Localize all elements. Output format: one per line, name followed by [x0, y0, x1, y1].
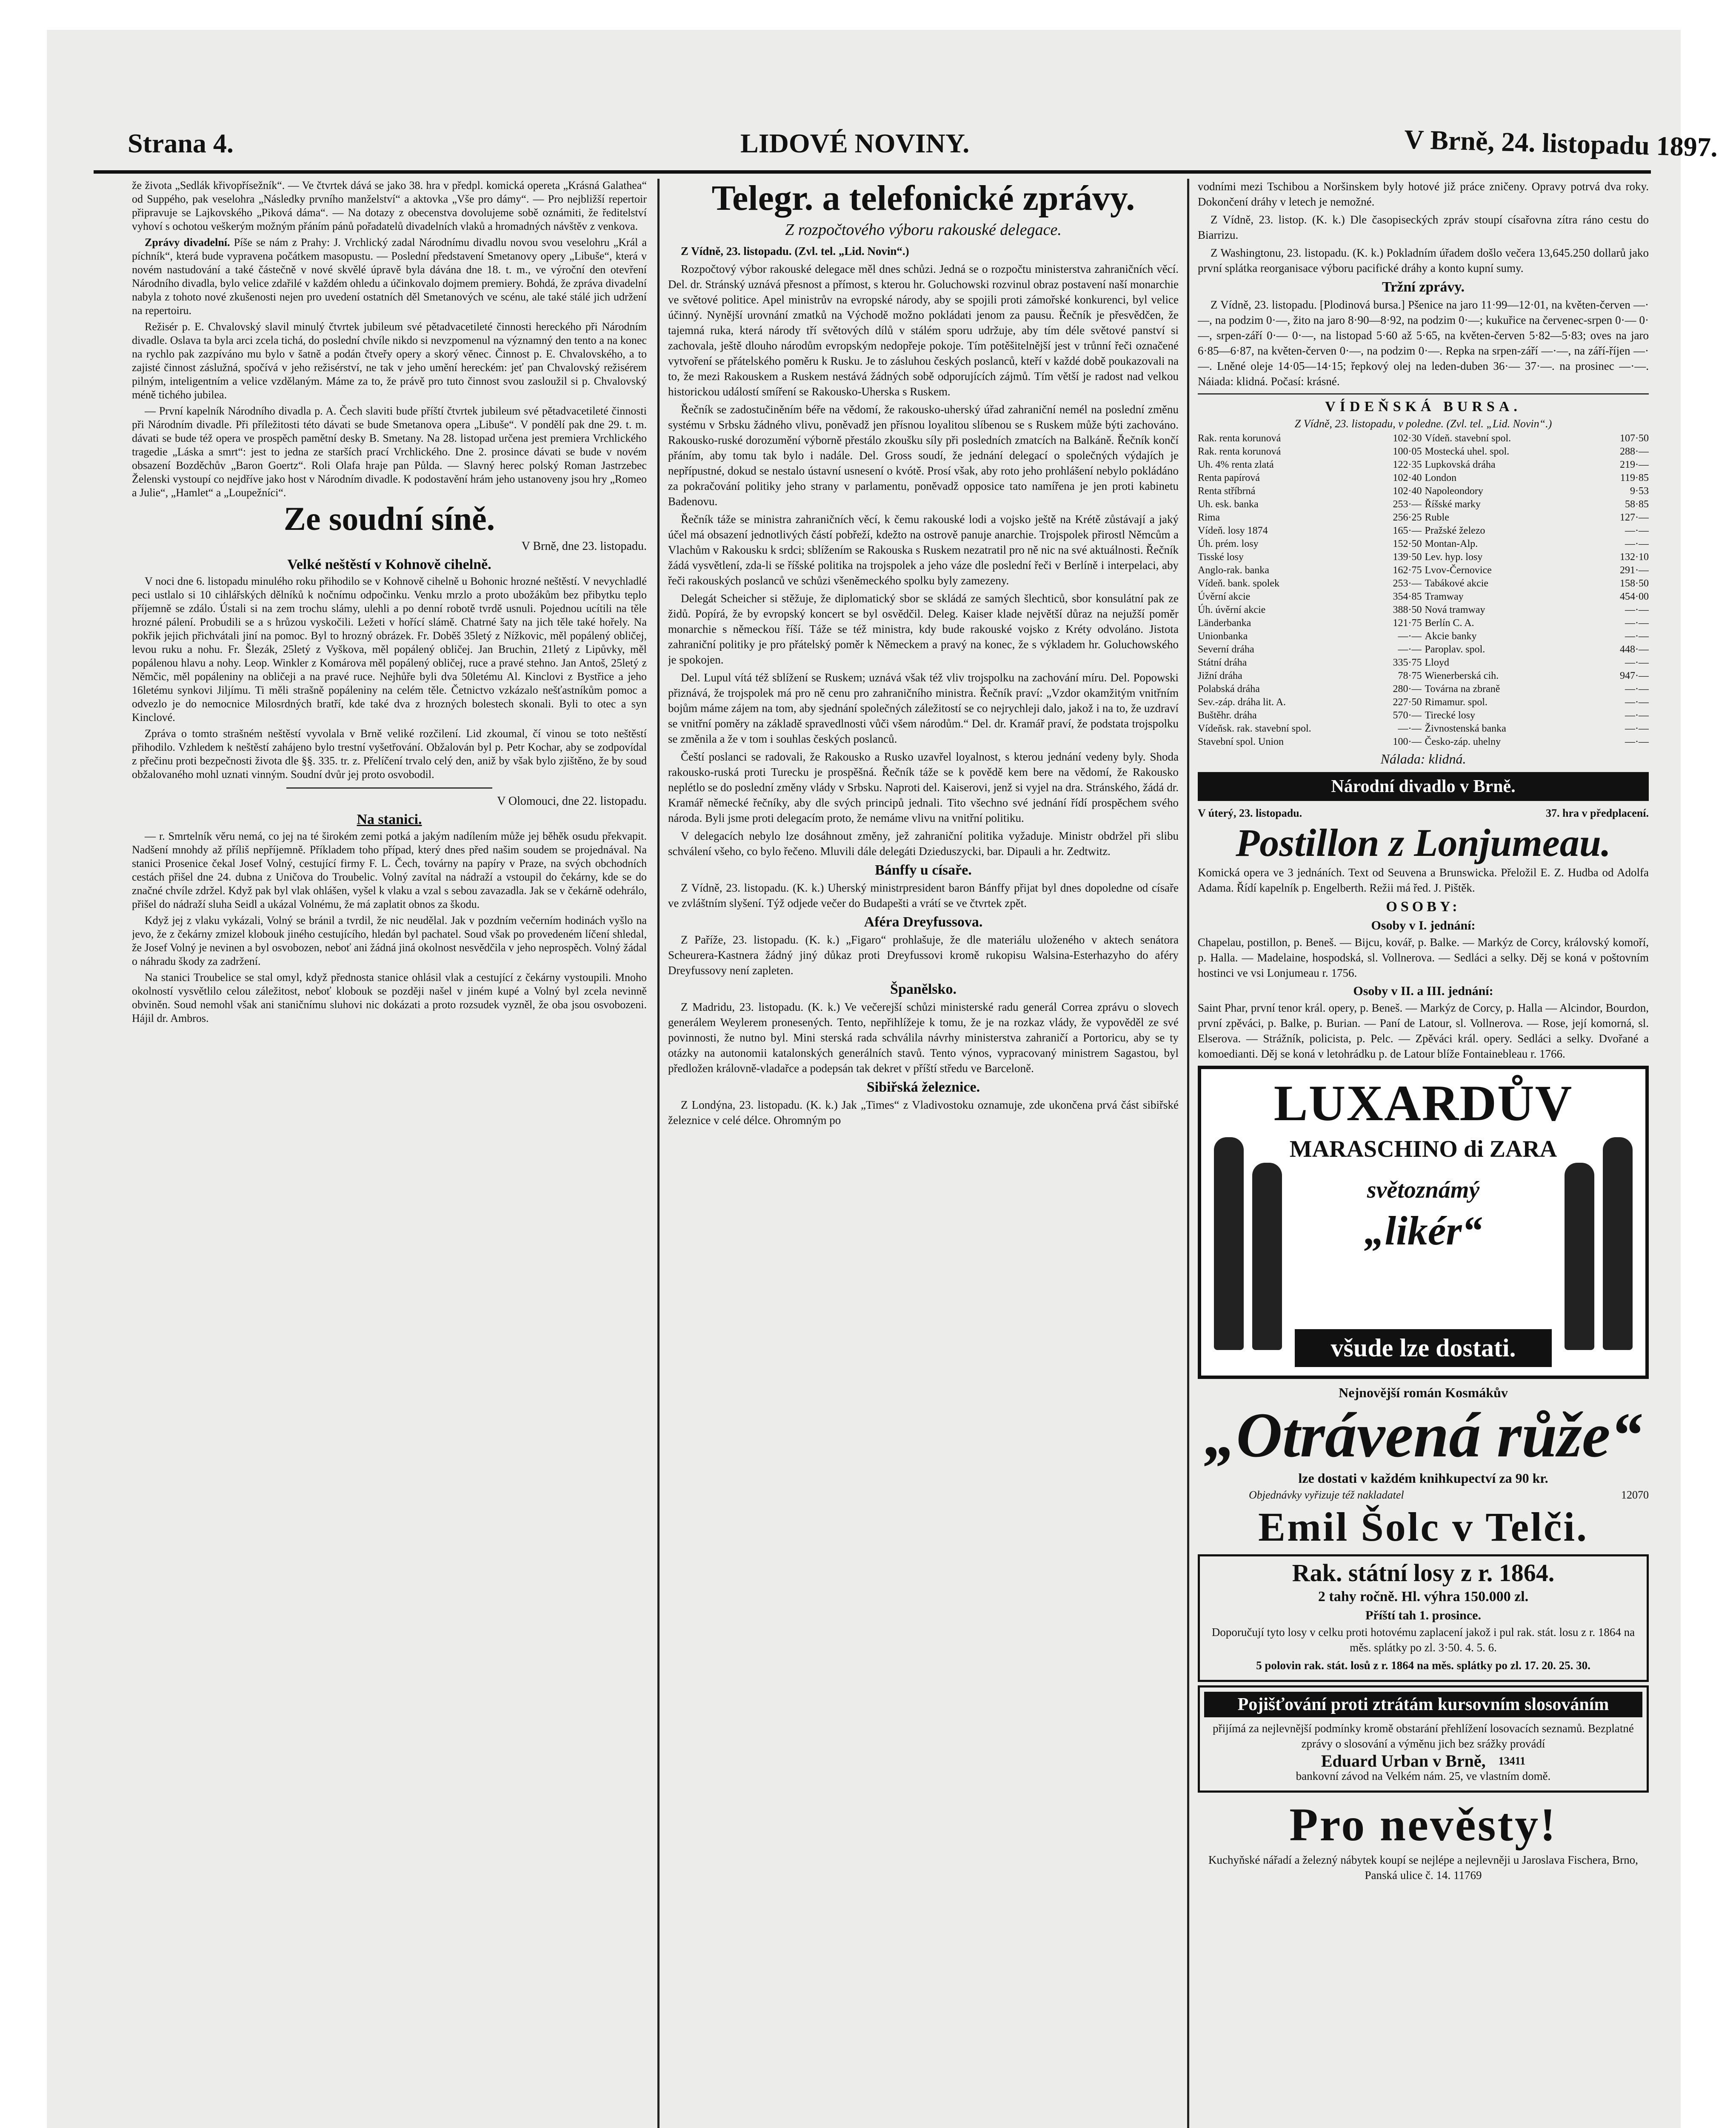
kosmak-num: 12070 [1621, 1489, 1649, 1501]
court-article: V noci dne 6. listopadu minulého roku přihodilo se v Kohnově cihelně u Bohonic hrozné neštěstí. V nevychladlé peci ustlalo si 10 cihlářských dělníků k nočnímu odpočinku. Venku mrzlo a proto ubožákům bez přibytku teplo příjemně se zdálo. Ústali si na zem trochu slámy, ulehli a po denní robotě tvrdě usnuli. Pojednou ucítili na těle hrozné pálení. Probudili se a s hrůzou vyskočili. Ležeti v hořící slámě. Chatrné šaty na jich těle také hořely. Na pokřik jejich přichvátali jiní na pomoc. Byl to hrozný obrázek. Fr. Doběš 35letý z Nížkovic, měl popálený obličej, levou ruku a nohu. Fr. Šlezák, 25letý z Vyškova, měl popálený obličej. Jan Bruchin, 21letý z Lipůvky, měl popálenou hlavu a nohy. Leop. Winkler z Komárova měl popálený obličej, ruce a pravé stehno. Jan Antoš, 25letý z Němčic, měl popáleniny na obličeji a na pravé ruce. Nejhůře byli dva 50letému Al. Kinclovi z Bystřice a jeho 16letému synkovi Jiljímu. Ti měli strašně popáleniny na celém těle. Četnictvo vzkázalo nešťastníkům pomoc a odvezlo je do nemocnice Milosrdných bratří, kde také dva z hrozných bolestech skonali. Byli to otec a syn Kinclové. [132, 575, 647, 724]
bourse-name: Montan-Alp. [1425, 538, 1478, 549]
bourse-name: Rak. renta korunová [1198, 446, 1281, 457]
bourse-name: Akcie banky [1425, 631, 1477, 642]
pojisteni-num: 13411 [1498, 1755, 1526, 1767]
telegraph-p5: Del. Lupul vítá též sblížení se Ruskem; uznává však též vliv trojspolku na zachování míru. Del. Popowski přiznává, že trojspolek má pro ně cenu pro zahraničního ministra. Řečník praví: „Vzdor okamžitým vnitřním bojům máme zájem na tom, aby sjednání společných záležitostí se co nejrychleji dalo, jakož i na to, že uzdraví se vnitřní poměry na základě spravedlnosti vůči všem národům.“ Del. dr. Kramář praví, že podstata trojspolku se změnila a že v tom i souhlas českých poslanců. [668, 671, 1179, 745]
rak-title: Rak. státní losy z r. 1864. [1292, 1559, 1555, 1587]
olomouc-dateline: V Olomouci, dne 22. listopadu. [497, 795, 647, 808]
bourse-value: —·— [1625, 618, 1649, 629]
kosmak-order-row [1198, 1488, 1649, 1502]
bourse-name: Vídeň. stavební spol. [1425, 433, 1511, 444]
column-right [1198, 179, 1649, 2128]
bourse-name: Länderbanka [1198, 618, 1251, 629]
place-date: V Brně, 24. listopadu 1897. [1404, 124, 1718, 163]
olomouc-article-3: Na stanici Troubelice se stal omyl, když přednosta stanice ohlásil vlak a cestující z čekárny vystoupili. Mnoho okolností vysvětlilo celou záležitost, neboť klobouk se později našel v jiném kupé a Volný byl zcela nevinně obviněn. Soud nemohl však ani staničnímu sluhovi nic dokázati a proto rozsudek vyzněl, že oba jsou osvobozeni. Hájil dr. Ambros. [132, 971, 647, 1024]
bourse-row [1198, 696, 1649, 709]
bourse-name: Česko-záp. uhelny [1425, 736, 1501, 747]
bourse-subtitle: Z Vídně, 23. listopadu, v poledne. (Zvl. tel. „Lid. Novin“.) [1294, 418, 1552, 430]
pojisteni-name: Eduard Urban v Brně, [1321, 1751, 1486, 1770]
olomouc-article-2: Když jej z vlaku vykázali, Volný se bránil a tvrdil, že nic neudělal. Jak v pozdním večerním hodinách vyšlo na jevo, že z čekárny zmizel klobouk jiného cestujícího, hledán byl pachatel. Soud však po provedeném líčení shledal, že Josef Volný je nevinen a byl osvobozen, neboť ani žádná jiná okolnost nesvědčila v jeho neprospěch. Volný žádal o náhradu škody za zadržení. [132, 914, 647, 967]
spain-text: Z Madridu, 23. listopadu. (K. k.) Ve večerejší schůzi ministerské radu generál Correa zprávu o slovech generálem Weylerem pronesených. Tento, nepřihlížeje k tomu, že je na rozkaz vlády, že vypověděl ze své povinnosti, že nutno byl. Mini sterská rada schválila návrhy ministerstva zahraničí a Portoricu, aby se ty otázky na autonomii katalonských generálních stavů. Tento výnos, vypracovaný ministrem Sagastou, byl předložen královně-vladařce a podepsán tak dekret v příští středu ve Barceloně. [668, 1001, 1179, 1075]
bottle-icon [1603, 1137, 1633, 1350]
luxardo-ad [1198, 1066, 1649, 1379]
bourse-row [1198, 458, 1649, 472]
bourse-value: 102·30 [1393, 433, 1422, 444]
theatre-news-text: Píše se nám z Prahy: J. Vrchlický zadal Národnímu divadlu novou svou veselohru „Král a píchník“, která bude vypravena počátkem masopustu. — Poslední představení Smetanovy opery „Libuše“, která v novém nastudování a také částečně v nové skvělé úpravě byla dávána dne 18. t. m., ve výroční den otevření Národního divadla, bylo velice zdařilé v každém ohledu a účinkovalo dojmem premiery. Bohdá, že zpráva divadelní nabyla z tohoto nové zkušenosti nejen pro uvedení ostatních děl Smetanových ve scénu, ale také stálé jich udržení na repertoiru. [132, 236, 647, 317]
bourse-row [1198, 538, 1649, 551]
bourse-name: Vídeň. losy 1874 [1198, 525, 1268, 536]
bourse-row [1198, 551, 1649, 564]
telegraph-p2: Řečník se zadostučiněním béře na vědomí, že rakousko-uherský úřad zahraniční nemél na poslední změnu systému v Srbsku žádného vlivu, poněvadž jen přísnou loyalitou slíbenou se s Ruskem může býti zachováno. Rakousko-ruské dorozumění výborně přestálo zkoušku síly při posledních zmatcích na Balkáně. Řečník končí přáním, aby tomu tak bylo i nadále. Del. Gross soudí, že jednání delegací o společných výdajích je nepřípustné, dokud se nestalo ústavní usnesení o kvótě. Prosí však, aby roto jeho prohlášení nebylo pokládáno za pokračování politiky jeho strany v parlamentu, poněvadž opposice tato namířena je jen proti kabinetu Badenovu. [668, 403, 1179, 508]
telegraph-p4: Delegát Scheicher si stěžuje, že diplomatický sbor se skládá ze samých šlechticů, sbor konsulátní pak ze židů. Popírá, že by evropský koncert se byl osvědčil. Deleg. Kaiser klade největší důraz na nejužší poměr monarchie s německou říší. Táže se též ministra, kdy bude rakouské vojsko z Kréty odvoláno. Jistota zahraniční politiky je pro přátelský poměr k Německem a pravý na konec, že s výkladem hr. Goluchowského je spokojen. [668, 592, 1179, 666]
siberia-title: Sibiřská železnice. [866, 1079, 980, 1095]
market-text: Z Vídně, 23. listopadu. [Plodinová bursa.] Pšenice na jaro 11·99—12·01, na květen-červen —·—, na podzim 0·—, žito na jaro 8·90—8·92, na podzim 0·—; kukuřice na červenec-srpen 0·— 0·—, srpen-září 0·— 0·—, na listopad 5·60 až 5·65, na květen-červen 5·82—5·83; oves na jaro 6·85—6·87, na květen-červen 0·—, na podzim 0·—. Repka na srpen-září —·—, na září-říjen —·—. Lněné oleje 14·05—14·15; řepkový olej na leden-duben 36·— 37·—. na prosinec —·—. Náiada: klidná. Počasí: krásné. [1198, 298, 1649, 388]
bourse-value: —·— [1625, 697, 1649, 708]
bourse-value: 102·40 [1393, 472, 1422, 483]
telegraph-heading: Telegr. a telefonické zprávy. [711, 179, 1135, 218]
rak-line4: 5 polovin rak. stát. losů z r. 1864 na měs. splátky po zl. 17. 20. 25. 30. [1256, 1659, 1590, 1672]
luxardo-product: MARASCHINO di ZARA [1289, 1136, 1557, 1162]
newspaper-title: LIDOVÉ NOVINY. [740, 128, 970, 158]
bourse-value: 102·40 [1393, 486, 1422, 497]
bourse-name: Mostecká uhel. spol. [1425, 446, 1510, 457]
theatre-date-row [1198, 806, 1649, 821]
bourse-name: Berlín C. A. [1425, 618, 1474, 629]
rak-line2: Příští tah 1. prosince. [1365, 1608, 1481, 1622]
telegraph-subtitle: Z rozpočtového výboru rakouské delegace. [785, 221, 1062, 239]
bourse-value: 253·— [1393, 578, 1422, 589]
rak-line1: 2 tahy ročně. Hl. výhra 150.000 zl. [1318, 1589, 1529, 1605]
bourse-name: Wienerberská cih. [1425, 670, 1499, 681]
bourse-value: —·— [1625, 723, 1649, 734]
bourse-value: —·— [1625, 710, 1649, 721]
bourse-row [1198, 511, 1649, 524]
bourse-name: London [1425, 472, 1457, 483]
luxardo-bottom: všude lze dostati. [1295, 1329, 1552, 1367]
kosmak-line: Nejnovější román Kosmákův [1339, 1385, 1508, 1400]
bourse-name: Úh. prém. losy [1198, 538, 1259, 549]
bourse-row [1198, 524, 1649, 538]
kosmak-orders: Objednávky vyřizuje též nakladatel [1249, 1489, 1404, 1501]
bourse-value: —·— [1398, 723, 1422, 734]
bourse-row [1198, 485, 1649, 498]
bourse-value: —·— [1625, 525, 1649, 536]
bourse-name: Polabská dráha [1198, 684, 1260, 695]
bourse-title: VÍDEŇSKÁ BURSA. [1325, 399, 1522, 415]
court-divider [286, 787, 492, 789]
bourse-name: Ruble [1425, 512, 1449, 523]
bourse-row [1198, 604, 1649, 617]
court-subtitle: Velké neštěstí v Kohnově cihelně. [287, 557, 491, 572]
bourse-name: Úh. úvěrní akcie [1198, 604, 1266, 615]
emil-solc: Emil Šolc v Telči. [1258, 1504, 1589, 1550]
bourse-value: 280·— [1393, 684, 1422, 695]
rak-lottery-ad [1198, 1554, 1649, 1682]
header-rule [94, 170, 1651, 174]
osoby-heading: OSOBY: [1386, 899, 1461, 915]
spain-title: Španělsko. [890, 981, 957, 997]
short-telegram-1: Z Vídně, 23. listop. (K. k.) Dle časopiseckých zpráv stoupí císařovna zítra ráno cestu do Biarrizu. [1198, 213, 1649, 241]
kosmak-title: „Otrávená růže“ [1204, 1400, 1642, 1470]
dreyfus-text: Z Paříže, 23. listopadu. (K. k.) „Figaro“ prohlašuje, že dle materiálu uloženého v aktech senátora Scheurera-Kastnera žádný jiný důkaz proti Dreyfussovi kromě rukopisu Walsina-Esterhazyho do aféry Dreyfussovy není zapleten. [668, 933, 1179, 977]
bourse-value: 162·75 [1393, 565, 1422, 576]
theatre-notice: že života „Sedlák křivopřísežník“. — Ve čtvrtek dává se jako 38. hra v předpl. komická opereta „Krásná Galathea“ od Suppého, pak veselohra „Následky prvního manželství“ a aktovka „Vše pro dámy“. — Pro nejbližší repertoir připravuje se Lajkovského „Piková dáma“. — Na dotazy z obecenstva dovolujeme sobě oznámiti, že ředitelství vyhoví s ochotou veškerým možným přáním pánů pořadatelů divadelních vlaků a hromadných návštěv z venkova. [132, 179, 647, 232]
bourse-value: —·— [1398, 644, 1422, 655]
bourse-value: 9·53 [1630, 486, 1649, 497]
bourse-name: Tabákové akcie [1425, 578, 1489, 589]
rak-line3: Doporučují tyto losy v celku proti hotovému zaplacení jakož i pul rak. stát. losu z r. 1864 na měs. splátky po zl. 3·50. 4. 5. 6. [1211, 1626, 1635, 1654]
bourse-row [1198, 735, 1649, 749]
bourse-value: 127·— [1619, 512, 1649, 523]
column-rule-2 [1187, 179, 1189, 2128]
bourse-name: Státní dráha [1198, 657, 1247, 668]
bourse-row [1198, 630, 1649, 643]
telegraph-p1: Rozpočtový výbor rakouské delegace měl dnes schůzi. Jedná se o rozpočtu ministerstva zahraničních věcí. Del. dr. Stránský uznává přesnost a přímost, s kterou hr. Goluchowski rozvinul obraz postavení naší monarchie ve světové politice. Apel ministrův na evropské národy, aby se spojili proti zámořské konkurenci, byl velice účinný. Nynější urovnání zmatků na Východě možno pokládati jenom za pausu. Řečník je přesvědčen, že tajemná ruka, která národy tří světových dílů v stálém sporu udržuje, aby tím déle světové panství si zachovala, ještě dlouho národům evropským nedopřeje pokoje. Tím potěšitelnější jest v trůnní řeči označené vytvoření se přátelského poměru k Rusku. Je to zásluhou českých poslanců, kteří v každé době poukazovali na to, že mezi Rakouskem a Ruskem nestává žádných sobě odporujících zájmů. Tím větší je radost nad velkou historickou událostí smíření se Rakousko-Uherska s Ruskem. [668, 263, 1179, 398]
bourse-name: Jižní dráha [1198, 670, 1242, 681]
bourse-row [1198, 577, 1649, 590]
pojisteni-text: přijímá za nejlevnější podmínky kromě obstarání přehlížení losovacích seznamů. Bezplatné zprávy o slosování a výměnu jich bez srážky provádí [1213, 1722, 1634, 1750]
bourse-value: —·— [1625, 538, 1649, 549]
bourse-name: Tramway [1425, 591, 1464, 602]
bourse-name: Severní dráha [1198, 644, 1254, 655]
bourse-name: Úvěrní akcie [1198, 591, 1251, 602]
bourse-value: 152·50 [1393, 538, 1422, 549]
bourse-value: 253·— [1393, 499, 1422, 510]
bourse-row [1198, 445, 1649, 458]
bourse-row [1198, 669, 1649, 683]
bourse-row [1198, 472, 1649, 485]
bourse-name: Vídeň. bank. spolek [1198, 578, 1279, 589]
kapelnik-jubilee: — První kapelník Národního divadla p. A. Čech slaviti bude příští čtvrtek jubileum své pětadvacetileté činnosti při Národním divadle. Při příležitosti této dávati se bude Smetanova opera „Libuše“. V pondělí pak dne 29. t. m. dávati se bude též opera ve prospěch pamětní desky B. Smetany. Na 28. listopad určena jest premiera Vrchlického tragedie „Láska a smrt“: jest to jedna ze starších prací Vrchlického. Dne 2. prosince dávati se bude v novém obsazení Bozděchův „Baron Goertz“. Roli Olafa hraje pan Půlda. — Slavný herec polský Roman Jastrzebec Želenski vystoupí co nejdříve jako host v Národním divadle. K podostavění hrám jeho ustanoveny jsou hry „Romeo a Julie“, „Hamlet“ a „Loupežníci“. [132, 405, 647, 499]
page-number: Strana 4. [128, 128, 234, 158]
telegraph-p7: V delegacích nebylo lze dosáhnout změny, jež zahraniční politika vyžaduje. Ministr obdržel při slibu schválení všeho, co bylo řečeno. Mluvili dále delegáti Dzieduszycki, bar. Dipauli a hr. Zedtwitz. [668, 829, 1179, 858]
court-dateline: V Brně, dne 23. listopadu. [521, 540, 647, 553]
bourse-name: Rimamur. spol. [1425, 697, 1488, 708]
osoby-act1: Osoby v I. jednání: [1371, 918, 1476, 932]
bourse-row [1198, 643, 1649, 656]
bourse-name: Napoleondory [1425, 486, 1483, 497]
pojisteni-addr: bankovní závod na Velkém nám. 25, ve vlastním domě. [1296, 1770, 1551, 1782]
pojisteni-title: Pojišťování proti ztrátám kursovním slosováním [1204, 1692, 1642, 1717]
bourse-name: Renta papírová [1198, 472, 1260, 483]
dateline-vienna: Z Vídně, 23. listopadu. (Zvl. tel. „Lid. Novin“.) [681, 245, 909, 257]
bourse-name: Buštěhr. dráha [1198, 710, 1257, 721]
bourse-name: Lupkovská dráha [1425, 459, 1496, 470]
court-heading: Ze soudní síně. [283, 500, 495, 537]
bourse-name: Tisské losy [1198, 552, 1244, 563]
bourse-value: 227·50 [1393, 697, 1422, 708]
bourse-value: —·— [1625, 736, 1649, 747]
bourse-name: Vídeňsk. rak. stavební spol. [1198, 723, 1311, 734]
bourse-table [1198, 432, 1649, 749]
banffy-text: Z Vídně, 23. listopadu. (K. k.) Uherský ministrpresident baron Bánffy přijat byl dnes dopoledne od císaře ve zvláštním slyšení. Týž odjede večer do Budapešti a vrátí se ve čtvrtek zpět. [668, 881, 1179, 910]
bourse-value: 947·— [1619, 670, 1649, 681]
luxardo-svetoznamy: světoznámý [1367, 1177, 1480, 1203]
column-middle [668, 179, 1179, 2128]
bourse-value: 100·05 [1393, 446, 1422, 457]
bourse-name: Lvov-Černovice [1425, 565, 1492, 576]
bourse-name: Nová tramway [1425, 604, 1485, 615]
luxardo-liker: „likér“ [1364, 1208, 1482, 1253]
bourse-name: Sev.-záp. dráha lit. A. [1198, 697, 1286, 708]
bourse-name: Renta stříbrná [1198, 486, 1256, 497]
dreyfus-title: Aféra Dreyfussova. [864, 914, 983, 930]
bourse-row [1198, 432, 1649, 445]
bourse-value: 448·— [1619, 644, 1649, 655]
bottle-icon [1252, 1163, 1282, 1350]
bourse-name: Uh. 4% renta zlatá [1198, 459, 1274, 470]
bourse-value: 132·10 [1619, 552, 1649, 563]
bourse-row [1198, 590, 1649, 604]
column-rule-1 [657, 179, 660, 2128]
theatre-news [132, 236, 647, 317]
pojisteni-ad [1198, 1685, 1649, 1793]
olomouc-article-1: — r. Smrtelník věru nemá, co jej na té širokém zemi potká a jakým nadílením může jej běhěk osudu překvapit. Nadšení mnohdy až příliš nepříjemně. Příkladem toho případ, který dnes před našim soudem se projednával. Na stanici Prosenice čekal Josef Volný, cestující firmy F. L. Čech, továrny na papíry v Praze, na svých obchodních cestách přišel dne 24. dubna z Uničova do Troubelic. Volný zavítal na nádraží a vstoupil do čekárny, kde se do značné chvíle zdržel. Když pak byl vlak ohlášen, vyšel k vlaku a vzal s sebou zavazadla. Jak se v čekárně odehrálo, přišel do nádraží sluha Seidl a ukázal Volnému, že má zaplatit obnos za škodu. [132, 830, 647, 910]
column-left [132, 179, 647, 2128]
court-article-2: Zpráva o tomto strašném neštěstí vyvolala v Brně veliké rozčilení. Lid zkoumal, čí vinou se toto neštěstí přihodilo. Vzhledem k neštěstí zahájeno bylo trestní vyšetřování. Obžalován byl p. Petr Kochar, aby se zodpovídal z přečinu proti bezpečnosti života dle §§. 335. tr. z. Přelíčení trvalo celý den, aniž by však bylo zjištěno, že by soud obžalovaného mohl uznati vinným. Soudní dvůr jej proto osvobodil. [132, 727, 647, 781]
bourse-name: Rak. renta korunová [1198, 433, 1281, 444]
director-jubilee: Režisér p. E. Chvalovský slavil minulý čtvrtek jubileum své pětadvacetileté činnosti hereckého při Národním divadle. Oslava ta byla arci zcela tichá, do poslední chvíle nikdo si nevzpomenul na významný den tento a na konec na rychlo pak zazpíváno mu bylo v šatně a podán čtveřy opery a skorý věnec. Činnost p. E. Chvalovského, a to zajisté činnost záslužná, spočívá v jeho režisérství, ne tak v jeho umění hereckém: jeť pan Chvalovský režisérem pilným, inteligentním a velice vzdělaným. Máme za to, že právě pro tuto činnost svou zasloužil si p. Chvalovský méně tichého jubilea. [132, 320, 647, 401]
banffy-title: Bánffy u císaře. [875, 862, 972, 878]
bourse-rule [1198, 393, 1649, 395]
bourse-value: 288·— [1619, 446, 1649, 457]
bourse-name: Rima [1198, 512, 1220, 523]
siberia-text: Z Londýna, 23. listopadu. (K. k.) Jak „Times“ z Vladivostoku oznamuje, zde ukončena prvá část sibiřské železnice v celé délce. Ohromným po [668, 1098, 1179, 1127]
telegraph-p6: Čeští poslanci se radovali, že Rakousko a Rusko uzavřel loyalnost, s kterou jednání vedeny byly. Shoda rakousko-ruská proti Turecku je prospěšná. Řečník táže se k povědě kem bere na vědomí, že Rakousko neplétlo se do poslední změny vlády v Srbsku. Naproti del. Kaiserovi, jenž si vyjel na dra. Stránského, žádá dr. Kramář německé řečníky, aby dle svých principů jednali. Tito všechno své jednání řídí prospěchem svého národa. Byli jsme proti delegacím proto, že nemáme vlivu na vnitřní politiku. [668, 750, 1179, 824]
bourse-value: 219·— [1619, 459, 1649, 470]
bourse-value: 121·75 [1393, 618, 1422, 629]
bourse-name: Anglo-rak. banka [1198, 565, 1269, 576]
bourse-value: 388·50 [1393, 604, 1422, 615]
osoby-act23: Osoby v II. a III. jednání: [1353, 984, 1493, 998]
bourse-value: 165·— [1393, 525, 1422, 536]
bottle-icon [1565, 1163, 1594, 1350]
pro-nevesty-text: Kuchyňské nářadí a železný nábytek koupí se nejlépe a nejlevněji u Jaroslava Fischera, Brno, Panská ulice č. 14. 11769 [1208, 1853, 1638, 1882]
bourse-row [1198, 722, 1649, 735]
bourse-row [1198, 617, 1649, 630]
pojisteni-name-row [1204, 1751, 1642, 1770]
bourse-value: —·— [1398, 631, 1422, 642]
theatre-news-title: Zprávy divadelní. [145, 236, 230, 249]
luxardo-name: LUXARDŮV [1273, 1075, 1573, 1131]
bourse-row [1198, 564, 1649, 577]
bourse-name: Tirecké losy [1425, 710, 1475, 721]
bourse-value: 119·85 [1620, 472, 1649, 483]
bourse-value: —·— [1625, 684, 1649, 695]
bourse-mood: Nálada: klidná. [1380, 751, 1466, 767]
bourse-value: 107·50 [1619, 433, 1649, 444]
theatre-strip: Národní divadlo v Brně. [1198, 772, 1649, 801]
bourse-name: Továrna na zbraně [1425, 684, 1500, 695]
opera-info: Komická opera ve 3 jednáních. Text od Seuvena a Brunswicka. Přeložil E. Z. Hudba od Adolfa Adama. Řídí kapelník p. Engelberth. Režii má řed. J. Pištěk. [1198, 866, 1649, 894]
theatre-date: V úterý, 23. listopadu. [1198, 807, 1302, 819]
railway-note: vodními mezi Tschibou a Noršinskem byly hotové již práce zničeny. Opravy potrvá dva roky. Dokončení dráhy v letech je nemožné. [1198, 180, 1649, 208]
opera-title: Postillon z Lonjumeau. [1236, 821, 1611, 864]
bourse-row [1198, 683, 1649, 696]
bourse-name: Pražské železo [1425, 525, 1485, 536]
bourse-name: Paroplav. spol. [1425, 644, 1485, 655]
bourse-name: Stavební spol. Union [1198, 736, 1284, 747]
bottle-icon [1214, 1137, 1244, 1350]
telegraph-dateline [668, 243, 1179, 259]
bourse-value: 354·85 [1393, 591, 1422, 602]
bourse-row [1198, 498, 1649, 511]
bourse-value: 454·00 [1619, 591, 1649, 602]
bourse-name: Lloyd [1425, 657, 1449, 668]
telegraph-p3: Řečník táže se ministra zahraničních věcí, k čemu rakouské lodi a vojsko ještě na Krétě zůstávají a jaký účel má obsazení jednotlivých částí pobřeží, kdežto na ostrově panuje anarchie. Trojspolek přirostl Němcům a Vlachům v Rakousku k srdci; sblížením se Rakouska s Ruskem nezatratil pro ně nic na své aktuálnosti. Řečník žádá vysvětlení, zda-li se říšské politika na trojspolek a jeho váze dle poslední řeči v Berlíně i interpelaci, aby řeči rakouských poslanců ve schůzi všeněmeckého spolku byly zamezeny. [668, 513, 1179, 587]
bourse-value: —·— [1625, 604, 1649, 615]
theatre-hra: 37. hra v předplacení. [1546, 807, 1649, 819]
bourse-value: 335·75 [1393, 657, 1422, 668]
bourse-name: Unionbanka [1198, 631, 1248, 642]
short-telegram-2: Z Washingtonu, 23. listopadu. (K. k.) Pokladním úřadem došlo večera 13,645.250 dollarů jako první splátka reorganisace výboru pacifické dráhy a konto kupní sumy. [1198, 246, 1649, 275]
bourse-value: 570·— [1393, 710, 1422, 721]
bourse-value: —·— [1625, 631, 1649, 642]
osoby-act1-text: Chapelau, postillon, p. Beneš. — Bijcu, kovář, p. Balke. — Markýz de Corcy, královský komoří, p. Halla. — Madelaine, hospodská, sl. Vollnerova. — Sedláci a selky. Děj se koná v poštovním hostinci ve vsi Lonjumeau r. 1756. [1198, 936, 1649, 979]
bourse-value: 122·35 [1393, 459, 1422, 470]
osoby-act23-text: Saint Phar, první tenor král. opery, p. Beneš. — Markýz de Corcy, p. Halla — Alcindor, Bourdon, první zpěváci, p. Balke, p. Burian. — Paní de Latour, sl. Vollnerova. — Rose, její komorná, sl. Elserova. — Strážník, policista, p. Pelc. — Zpěváci král. opery. Sedláci a selky. Dvořané a komoedianti. Děj se koná v letohrádku p. de Latour blíže Fontainebleau r. 1766. [1198, 1001, 1649, 1060]
bourse-row [1198, 709, 1649, 722]
bourse-value: 256·25 [1393, 512, 1422, 523]
bourse-value: 139·50 [1393, 552, 1422, 563]
bourse-value: 58·85 [1625, 499, 1649, 510]
bourse-value: —·— [1625, 657, 1649, 668]
bourse-name: Živnostenská banka [1425, 723, 1506, 734]
bourse-value: 291·— [1619, 565, 1649, 576]
olomouc-title: Na stanici. [357, 812, 422, 827]
market-title: Tržní zprávy. [1382, 279, 1465, 295]
bourse-name: Uh. esk. banka [1198, 499, 1259, 510]
bourse-value: 78·75 [1398, 670, 1422, 681]
bourse-name: Lev. hyp. losy [1425, 552, 1483, 563]
bourse-value: 158·50 [1619, 578, 1649, 589]
bourse-value: 100·— [1393, 736, 1422, 747]
kosmak-price: lze dostati v každém knihkupectví za 90 kr. [1298, 1470, 1548, 1486]
bourse-name: Říšské marky [1425, 499, 1481, 510]
bourse-row [1198, 656, 1649, 669]
pro-nevesty-title: Pro nevěsty! [1289, 1799, 1557, 1851]
